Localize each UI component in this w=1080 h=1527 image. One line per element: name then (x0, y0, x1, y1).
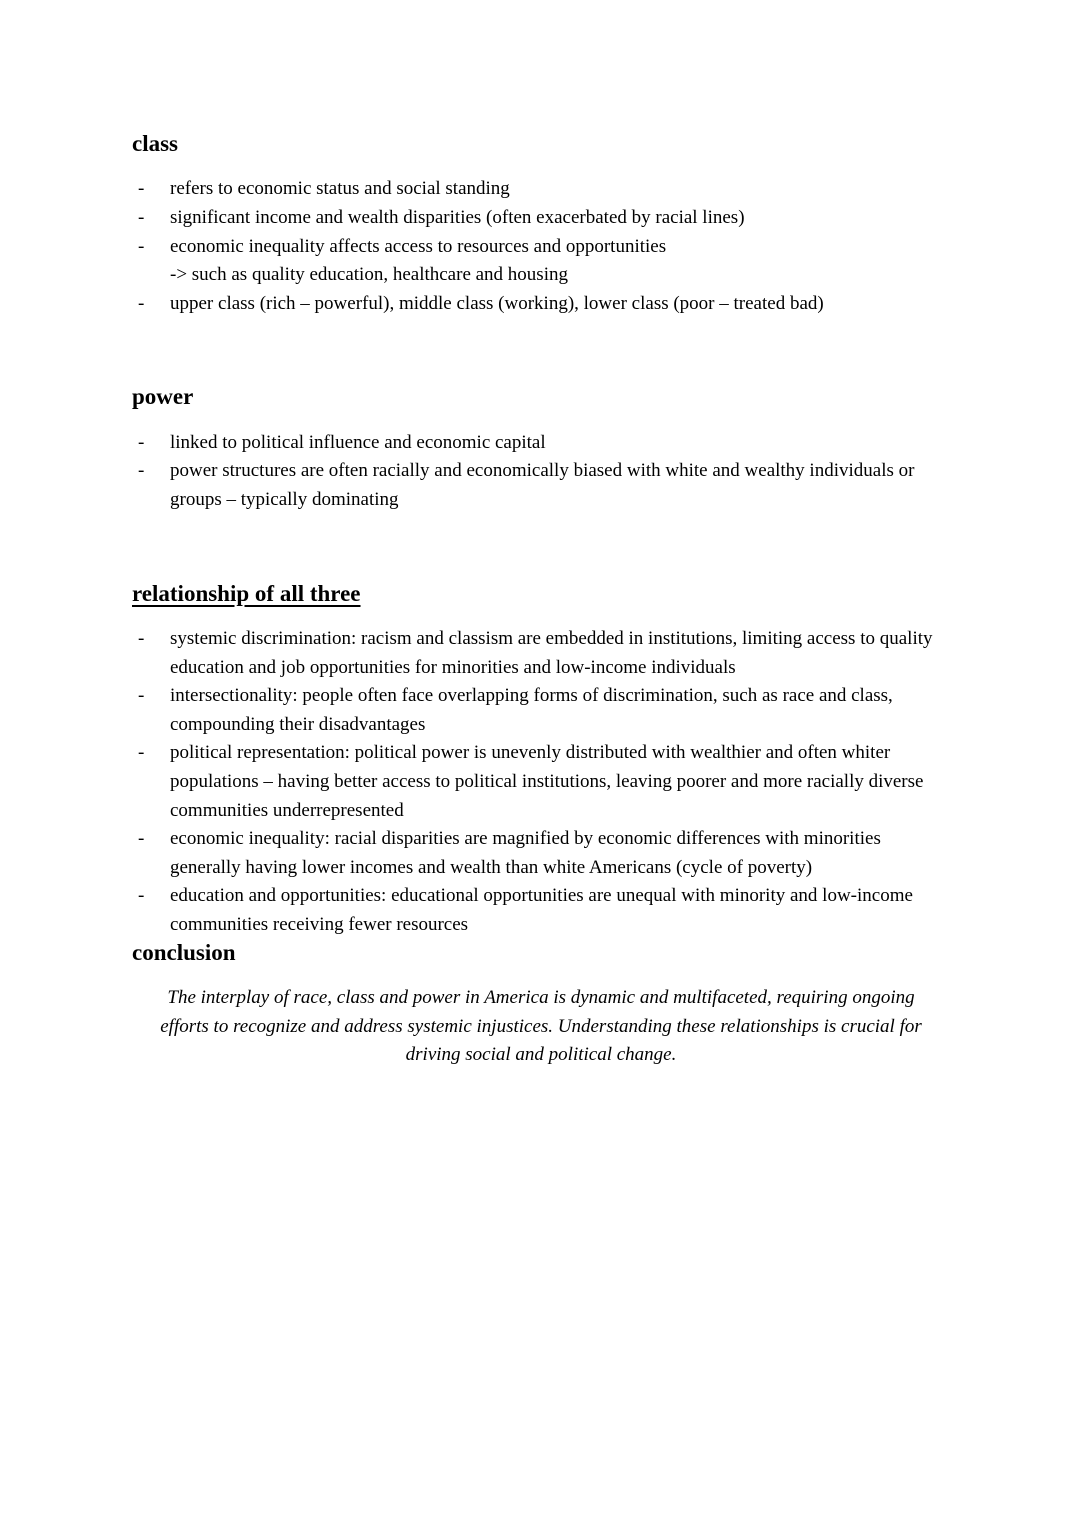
bullet-list (132, 429, 950, 515)
dash-marker: - (138, 292, 145, 314)
bullet-item (132, 882, 950, 939)
bullet-text: education and opportunities: educational opportunities are unequal with minority and low-income communities receiving fewer resources (170, 885, 913, 935)
bullet-list (132, 625, 950, 940)
bullet-item (132, 204, 950, 233)
section-heading: relationship of all three (132, 580, 361, 606)
bullet-list (132, 175, 950, 318)
bullet-item (132, 625, 950, 682)
notes-section (132, 131, 950, 318)
conclusion-section (132, 940, 950, 1070)
bullet-text: political representation: political power is unevenly distributed with wealthier and often whiter populations – having better access to political institutions, leaving poorer and more racially diverse communities underrepresented (170, 742, 924, 821)
bullet-item (132, 290, 950, 319)
dash-marker: - (138, 885, 145, 907)
bullet-item (132, 457, 950, 514)
bullet-text: refers to economic status and social standing (170, 178, 510, 200)
dash-marker: - (138, 235, 145, 257)
section-heading: power (132, 384, 194, 410)
dash-marker: - (138, 742, 145, 764)
bullet-item (132, 175, 950, 204)
conclusion-text: The interplay of race, class and power in America is dynamic and multifaceted, requiring ongoing efforts to recognize and address systemic injustices. Understanding these relationships is crucial for driving social and political change. (160, 987, 922, 1066)
dash-marker: - (138, 628, 145, 650)
dash-marker: - (138, 178, 145, 200)
bullet-item (132, 429, 950, 458)
bullet-text: upper class (rich – powerful), middle class (working), lower class (poor – treated bad) (170, 292, 824, 314)
bullet-text: intersectionality: people often face overlapping forms of discrimination, such as race and class, compounding their disadvantages (170, 685, 893, 735)
bullet-item (132, 825, 950, 882)
conclusion-heading: conclusion (132, 939, 236, 965)
bullet-item (132, 233, 950, 290)
bullet-subtext: -> such as quality education, healthcare and housing (170, 264, 568, 286)
bullet-item (132, 739, 950, 825)
section-heading: class (132, 131, 178, 156)
bullet-text: systemic discrimination: racism and classism are embedded in institutions, limiting access to quality education and job opportunities for minorities and low-income individuals (170, 628, 933, 678)
dash-marker: - (138, 828, 145, 850)
dash-marker: - (138, 460, 145, 482)
sections-container (132, 131, 950, 940)
dash-marker: - (138, 431, 145, 453)
bullet-text: linked to political influence and economic capital (170, 431, 546, 453)
notes-section (132, 581, 950, 940)
bullet-item (132, 682, 950, 739)
bullet-text: economic inequality: racial disparities are magnified by economic differences with minorities generally having lower incomes and wealth than white Americans (cycle of poverty) (170, 828, 881, 878)
dash-marker: - (138, 207, 145, 229)
bullet-text: economic inequality affects access to resources and opportunities (170, 235, 667, 257)
notes-section (132, 384, 950, 514)
dash-marker: - (138, 685, 145, 707)
bullet-text: power structures are often racially and economically biased with white and wealthy individuals or groups – typically dominating (170, 460, 915, 511)
bullet-text: significant income and wealth disparities (often exacerbated by racial lines) (170, 207, 745, 229)
